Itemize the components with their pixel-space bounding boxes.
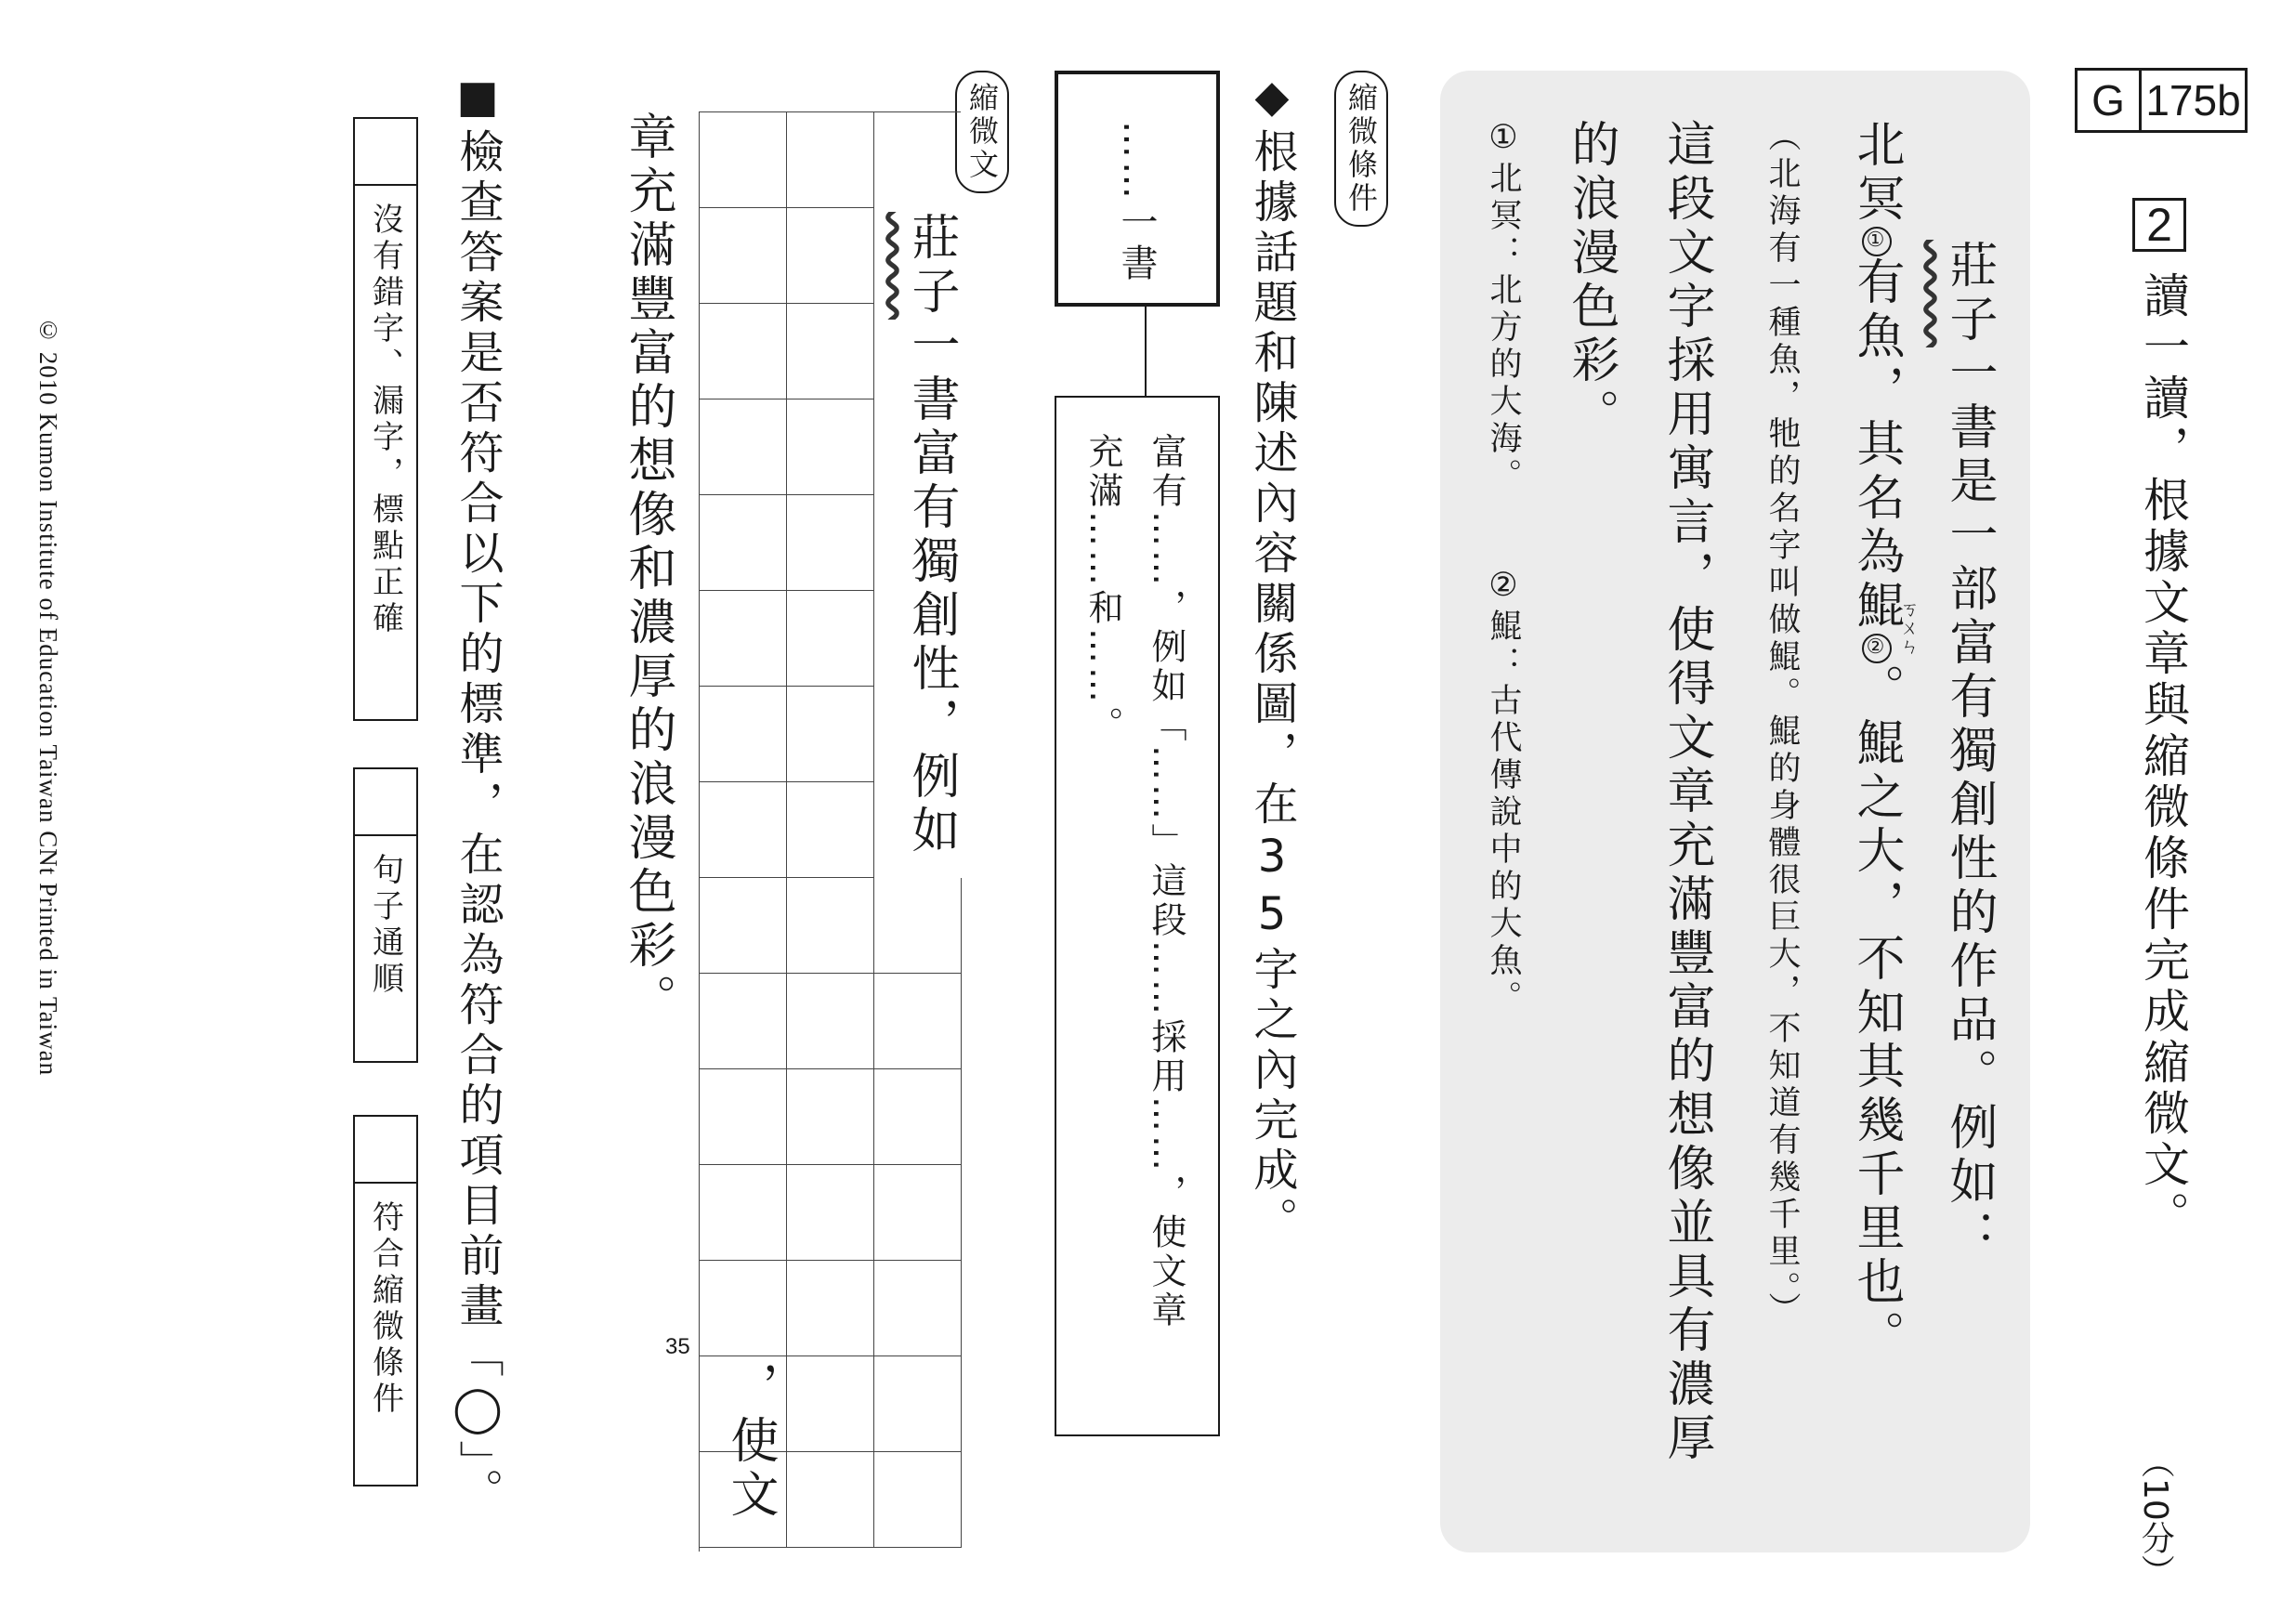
- passage-line-2b: 有魚，其名為鯤: [1848, 256, 1904, 634]
- question-points: （10分）: [2136, 1445, 2175, 1588]
- answer-grid-cell[interactable]: [787, 687, 874, 782]
- answer-grid-cell[interactable]: [700, 878, 787, 974]
- book-title: 莊子: [1941, 240, 1997, 347]
- conditions-label: 縮微條件: [1334, 71, 1388, 227]
- answer-grid-cell[interactable]: [700, 112, 787, 208]
- answer-suffix: 章充滿豐富的想像和濃厚的浪漫色彩。: [620, 111, 675, 1028]
- answer-grid-cell[interactable]: [874, 1069, 962, 1165]
- answer-grid-cell[interactable]: [787, 1261, 874, 1356]
- passage-line-1: [1934, 240, 2004, 1264]
- answer-grid-cell[interactable]: [874, 974, 962, 1069]
- passage-line-2a: 北冥: [1848, 119, 1904, 227]
- checklist-item-2[interactable]: [353, 767, 418, 1063]
- answer-grid-cell[interactable]: [787, 878, 874, 974]
- checklist-item-2-label: 句子通順: [366, 853, 404, 998]
- checklist-mark-box-3[interactable]: [355, 1117, 416, 1184]
- passage-line-2: [1842, 119, 1911, 1364]
- passage-line-1-rest: 一書是一部富有獨創性的作品。例如：: [1941, 347, 1997, 1264]
- answer-prefix-title: 莊子: [903, 212, 959, 320]
- answer-grid-cell[interactable]: [874, 1165, 962, 1261]
- answer-grid-cell[interactable]: [700, 687, 787, 782]
- answer-grid-cell[interactable]: [874, 1452, 962, 1548]
- answer-grid-cell[interactable]: [787, 304, 874, 399]
- checklist-mark-box-2[interactable]: [355, 769, 416, 836]
- diagram-content-box: [1055, 396, 1220, 1436]
- answer-grid-cell[interactable]: [700, 591, 787, 687]
- answer-grid-cell[interactable]: [787, 782, 874, 878]
- question-number: 2: [2132, 198, 2186, 252]
- question-instruction: 讀一讀，根據文章與縮微條件完成縮微文。: [2136, 271, 2190, 1242]
- answer-grid-cell[interactable]: [874, 1356, 962, 1452]
- answer-label: 縮微文: [955, 71, 1009, 193]
- answer-grid-cell[interactable]: [787, 974, 874, 1069]
- answer-grid-cell[interactable]: [787, 208, 874, 304]
- checklist-item-3-label: 符合縮微條件: [366, 1200, 404, 1418]
- condition-text: ◆根據話題和陳述內容關係圖，在35字之內完成。: [1246, 71, 1298, 1247]
- answer-grid-cell[interactable]: [700, 1165, 787, 1261]
- passage-translation: （北海有一種魚，牠的名字叫做鯤。鯤的身體很巨大，不知道有幾千里。）: [1763, 119, 1801, 1329]
- note-marker-2: ②: [1862, 634, 1892, 663]
- answer-grid-cell[interactable]: [700, 208, 787, 304]
- copyright: © 2010 Kumon Institute of Education Taiwan CNt Printed in Taiwan: [34, 316, 62, 1077]
- check-instruction: ■檢查答案是否符合以下的標準，在認為符合的項目前畫「◯」。: [452, 71, 504, 1518]
- answer-grid-cell[interactable]: [787, 1165, 874, 1261]
- answer-grid-cell[interactable]: [874, 1261, 962, 1356]
- checklist-item-1-label: 沒有錯字、漏字，標點正確: [366, 203, 404, 637]
- diagram-content-col2: 充滿……和……。: [1082, 433, 1123, 745]
- ruby-kun: ㄎㄨㄣ: [1897, 599, 1920, 655]
- page-number: 175b: [2145, 76, 2241, 124]
- grid-count-label: 35: [665, 1334, 690, 1359]
- answer-grid-cell[interactable]: [787, 1356, 874, 1452]
- answer-grid-cell[interactable]: [787, 399, 874, 495]
- checklist-mark-box-1[interactable]: [355, 119, 416, 186]
- answer-grid-cell[interactable]: [787, 112, 874, 208]
- diagram-connector: [1145, 307, 1147, 396]
- diagram-topic-text: ……一書: [1115, 121, 1158, 284]
- gloss-1: ①北冥：北方的大海。: [1485, 119, 1522, 495]
- answer-grid-cell[interactable]: [787, 1452, 874, 1548]
- checklist-item-3[interactable]: [353, 1115, 418, 1486]
- checklist-item-1[interactable]: [353, 117, 418, 721]
- answer-grid-cell[interactable]: [700, 974, 787, 1069]
- answer-grid-cell[interactable]: [787, 591, 874, 687]
- diagram-content-col1: 富有……，例如「……」這段……採用……，使文章: [1146, 433, 1186, 1330]
- answer-grid-cell[interactable]: [700, 1261, 787, 1356]
- level-label: G: [2078, 71, 2142, 130]
- answer-prefix-rest: 一書富有獨創性，例如: [903, 320, 959, 858]
- passage-line-2c: 。鯤之大，不知其幾千里也。: [1848, 663, 1904, 1364]
- page-code: [2075, 68, 2248, 133]
- note-marker-1: ①: [1862, 227, 1892, 256]
- passage-line-3: 這段文字採用寓言，使得文章充滿豐富的想像並具有濃厚: [1658, 119, 1714, 1466]
- answer-grid-cell[interactable]: [787, 1069, 874, 1165]
- answer-grid-cell[interactable]: [700, 1069, 787, 1165]
- answer-grid-cell[interactable]: [700, 782, 787, 878]
- diagram-topic-box: [1055, 71, 1220, 307]
- answer-grid: [699, 111, 961, 1552]
- answer-grid-cell[interactable]: [700, 399, 787, 495]
- answer-grid-cell[interactable]: [874, 878, 962, 974]
- gloss-2: ②鯤：古代傳說中的大魚。: [1485, 567, 1522, 1017]
- passage-line-4: 的浪漫色彩。: [1563, 119, 1619, 442]
- answer-grid-cell[interactable]: [700, 304, 787, 399]
- answer-grid-cell[interactable]: [700, 495, 787, 591]
- answer-grid-cell[interactable]: [787, 495, 874, 591]
- answer-middle: ，使文: [722, 1361, 778, 1523]
